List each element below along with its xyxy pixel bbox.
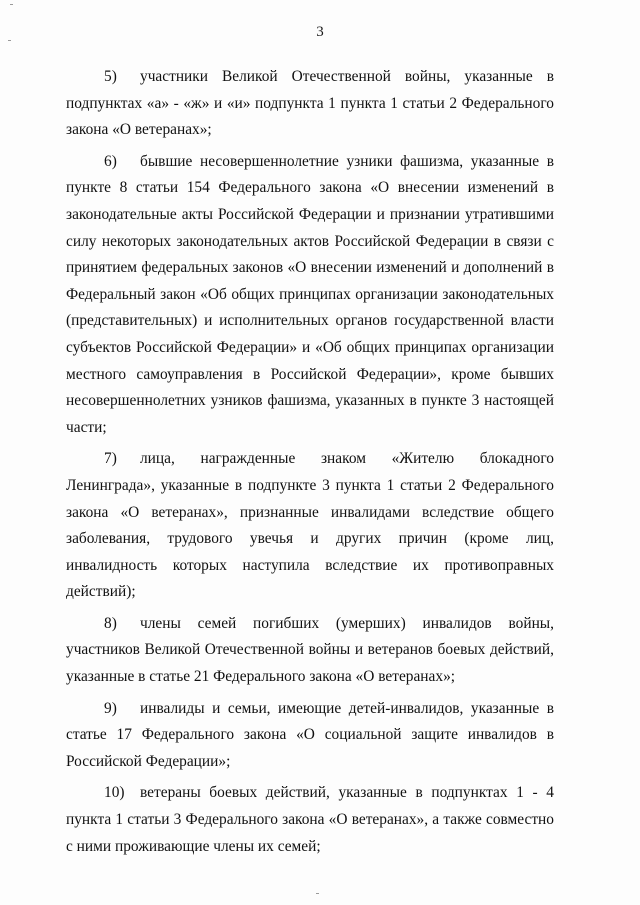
list-item [66, 446, 554, 606]
list-item [66, 149, 554, 442]
list-item-number: 5) [104, 68, 117, 85]
document-body [66, 64, 554, 865]
list-item-text: члены семей погибших (умерших) инвалидов войны, участников Великой Отечественной войны и ветеранов боевых действий, указанные в статье 21 Федерального закона «О ветеранах»; [66, 614, 554, 686]
list-item-text: ветераны боевых действий, указанные в подпунктах 1 - 4 пункта 1 статьи 3 Федерального закона «О ветеранах», а также совместно с ними проживающие члены их семей; [66, 784, 554, 855]
list-item [66, 611, 554, 691]
list-item-number: 9) [104, 699, 117, 717]
list-item-number: 8) [104, 614, 117, 632]
list-item [66, 696, 554, 776]
list-item-number: 7) [104, 450, 117, 468]
list-item-text: лица, награжденные знаком «Жителю блокадного Ленинграда», указанные в подпункте 3 пункта 1 статьи 2 Федерального закона «О ветеранах», признанные инвалидами вследствие общего заболевания, трудового увечья и других причин (кроме лиц, инвалидность которых наступила вследствие их противоправных действий); [66, 450, 554, 601]
list-item [66, 780, 554, 860]
list-item-number: 6) [104, 152, 117, 170]
scan-edge-mark [10, 4, 13, 5]
list-item [66, 64, 554, 144]
list-item-text: бывшие несовершеннолетние узники фашизма, указанные в пункте 8 статьи 154 Федерального закона «О внесении изменений в законодательные акты Российской Федерации и признании утратившими силу некоторых законодательных актов Российской Федерации в связи с принятием федеральных законов «О внесении изменений и дополнений в Федеральный закон «Об общих принципах организации законодательных (представительных) и исполнительных органов государственной власти субъектов Российской Федерации» и «Об общих принципах организации местного самоуправления в Российской Федерации», кроме бывших несовершеннолетних узников фашизма, указанных в пункте 3 настоящей части; [66, 152, 554, 436]
scan-edge-mark [316, 893, 319, 894]
list-item-text: участники Великой Отечественной войны, указанные в подпунктах «а» - «ж» и «и» подпункта 1 пункта 1 статьи 2 Федерального закона «О ветеранах»; [66, 68, 554, 139]
list-item-text: инвалиды и семьи, имеющие детей-инвалидов, указанные в статье 17 Федерального закона «О социальной защите инвалидов в Российской Федерации»; [66, 699, 554, 770]
list-item-number: 10) [104, 784, 125, 802]
page-number: 3 [316, 24, 324, 40]
